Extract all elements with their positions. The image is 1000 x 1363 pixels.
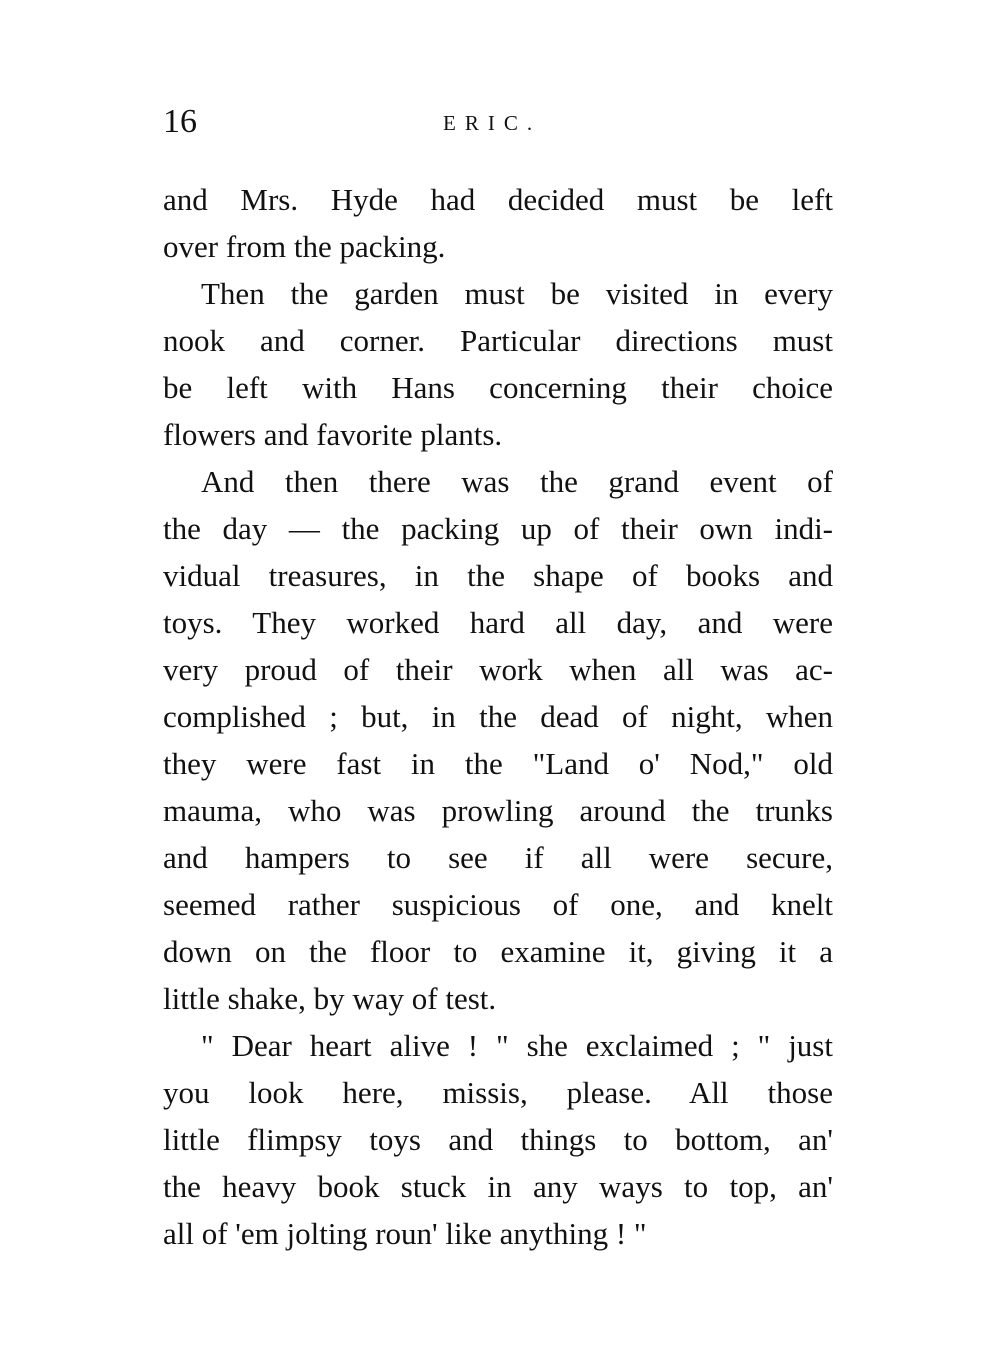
text-line: they were fast in the "Land o' Nod," old — [163, 746, 833, 781]
running-title: ERIC. — [443, 111, 542, 135]
text-line: you look here, missis, please. All those — [163, 1075, 833, 1110]
text-line: mauma, who was prowling around the trunks — [163, 793, 833, 828]
text-line: and Mrs. Hyde had decided must be left — [163, 182, 833, 217]
text-line: be left with Hans concerning their choice — [163, 370, 833, 405]
text-line: over from the packing. — [163, 229, 446, 264]
text-line: all of 'em jolting roun' like anything ! " — [163, 1216, 647, 1251]
text-line: little flimpsy toys and things to bottom, an' — [163, 1122, 833, 1157]
text-line: vidual treasures, in the shape of books and — [163, 558, 833, 593]
text-line: little shake, by way of test. — [163, 981, 497, 1016]
text-line: And then there was the grand event of — [201, 464, 833, 499]
text-line: nook and corner. Particular directions must — [163, 323, 833, 358]
text-line: " Dear heart alive ! " she exclaimed ; " just — [201, 1028, 833, 1063]
body-text — [163, 176, 833, 1257]
text-line: Then the garden must be visited in every — [201, 276, 833, 311]
running-head — [163, 100, 833, 144]
text-line: down on the floor to examine it, giving it a — [163, 934, 833, 969]
text-line: the day — the packing up of their own indi- — [163, 511, 833, 546]
page-number: 16 — [163, 103, 197, 140]
text-line: very proud of their work when all was ac- — [163, 652, 833, 687]
text-line: and hampers to see if all were secure, — [163, 840, 833, 875]
text-line: complished ; but, in the dead of night, when — [163, 699, 833, 734]
text-line: toys. They worked hard all day, and were — [163, 605, 833, 640]
text-line: seemed rather suspicious of one, and knelt — [163, 887, 833, 922]
text-line: the heavy book stuck in any ways to top, an' — [163, 1169, 833, 1204]
text-line: flowers and favorite plants. — [163, 417, 503, 452]
